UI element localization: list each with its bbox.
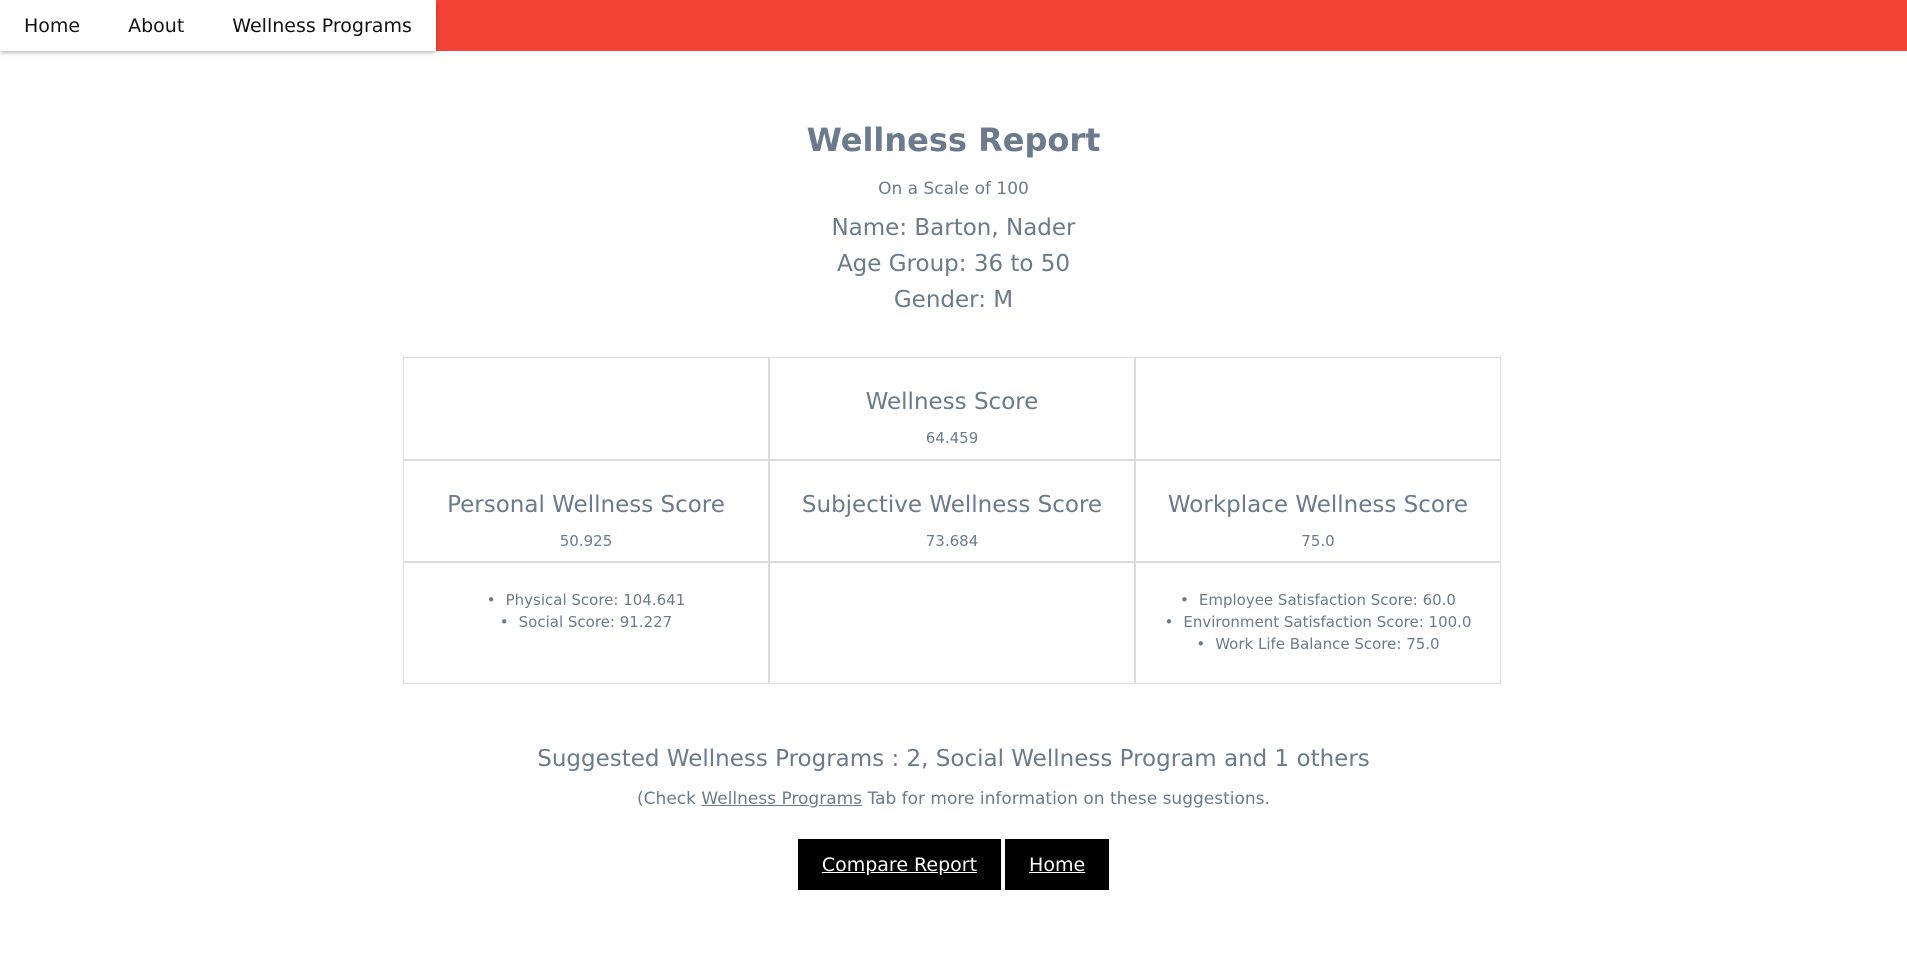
note-suffix: Tab for more information on these suggestions. <box>862 789 1270 809</box>
score-cell-empty-1 <box>403 357 769 460</box>
list-item: • Social Score: 91.227 <box>487 611 686 633</box>
nav-item-about[interactable]: About <box>128 14 185 37</box>
wellness-score-cell <box>769 357 1135 460</box>
personal-details-cell <box>403 562 769 684</box>
personal-details-list <box>487 589 686 633</box>
top-navbar <box>0 0 1907 51</box>
suggested-programs-title: Suggested Wellness Programs : 2, Social Wellness Program and 1 others <box>537 746 1370 772</box>
workplace-score-title: Workplace Wellness Score <box>1167 492 1469 518</box>
report-header <box>0 118 1907 318</box>
suggestion-note <box>0 787 1907 811</box>
nav-item-home[interactable]: Home <box>24 14 81 37</box>
subjective-score-cell <box>769 460 1135 562</box>
person-name: Name: Barton, Nader <box>831 215 1076 241</box>
note-prefix: (Check <box>637 789 702 809</box>
action-buttons <box>0 839 1907 890</box>
scale-subtitle: On a Scale of 100 <box>878 179 1029 199</box>
score-table <box>403 357 1501 684</box>
person-info <box>0 210 1907 318</box>
list-item: • Employee Satisfaction Score: 60.0 <box>1165 589 1472 611</box>
list-item: • Work Life Balance Score: 75.0 <box>1165 633 1472 655</box>
nav-menu <box>0 0 436 51</box>
list-item: • Physical Score: 104.641 <box>487 589 686 611</box>
workplace-details-list <box>1165 589 1472 655</box>
list-item: • Environment Satisfaction Score: 100.0 <box>1165 611 1472 633</box>
wellness-programs-link[interactable]: Wellness Programs <box>701 789 863 809</box>
personal-score-value: 50.925 <box>559 532 613 550</box>
score-cell-empty-2 <box>1135 357 1501 460</box>
subjective-details-cell <box>769 562 1135 684</box>
workplace-score-cell <box>1135 460 1501 562</box>
home-button[interactable]: Home <box>1005 839 1109 890</box>
personal-score-cell <box>403 460 769 562</box>
wellness-score-value: 64.459 <box>925 429 979 447</box>
subjective-score-title: Subjective Wellness Score <box>801 492 1103 518</box>
page-title: Wellness Report <box>806 121 1101 159</box>
subjective-score-value: 73.684 <box>925 532 979 550</box>
workplace-score-value: 75.0 <box>1301 532 1335 550</box>
wellness-score-title: Wellness Score <box>865 389 1039 415</box>
personal-score-title: Personal Wellness Score <box>447 492 725 518</box>
workplace-details-cell <box>1135 562 1501 684</box>
person-age-group: Age Group: 36 to 50 <box>836 251 1071 277</box>
person-gender: Gender: M <box>893 287 1014 313</box>
suggestions-section <box>0 741 1907 811</box>
nav-item-wellness-programs[interactable]: Wellness Programs <box>232 14 412 37</box>
compare-report-button[interactable]: Compare Report <box>798 839 1001 890</box>
